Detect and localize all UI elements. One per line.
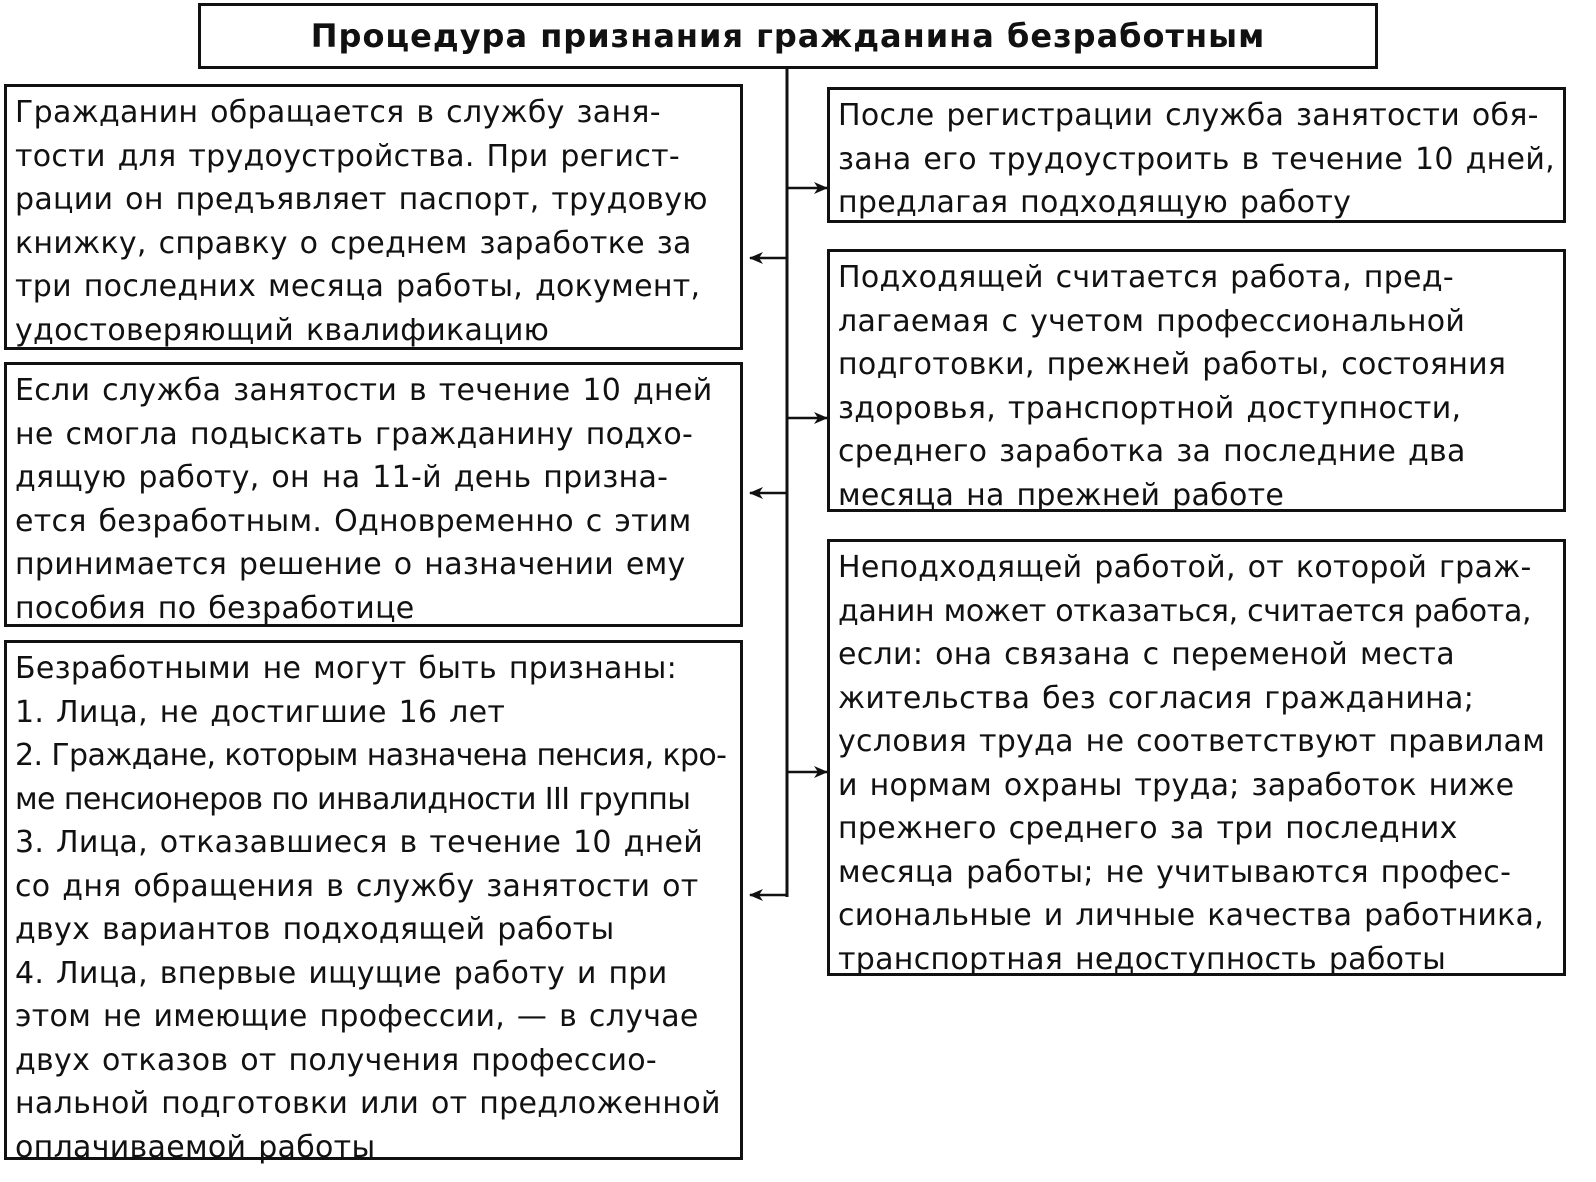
text-line: Если служба занятости в течение 10 дней: [15, 373, 713, 408]
text-line: сиональные и личные качества работника,: [838, 898, 1545, 933]
text-line: удостоверяющий квалификацию: [15, 312, 550, 348]
text-line: жительства без согласия гражданина;: [838, 680, 1475, 716]
text-line: рации он предъявляет паспорт, трудовую: [15, 182, 708, 217]
text-line: После регистрации служба занятости обя-: [838, 98, 1539, 133]
text-line: книжку, справку о среднем заработке за: [15, 225, 692, 261]
right-box-employment-obligation: [827, 87, 1566, 223]
text-line: подготовки, прежней работы, состояния: [838, 347, 1507, 382]
text-line: принимается решение о назначении ему: [15, 547, 686, 582]
text-line: прежнего среднего за три последних: [838, 811, 1458, 846]
text-line: двух отказов от получения профессио-: [15, 1042, 658, 1078]
text-line: транспортная недоступность работы: [838, 941, 1447, 977]
text-line: лагаемая с учетом профессиональной: [838, 303, 1466, 339]
text-line: ме пенсионеров по инвалидности III группы: [15, 781, 691, 817]
text-line: 2. Граждане, которым назначена пенсия, кро-: [15, 738, 727, 773]
text-line: и нормам охраны труда; заработок ниже: [838, 767, 1515, 803]
left-box-registration: [4, 84, 743, 350]
title-box: [198, 3, 1378, 69]
text-line: 4. Лица, впервые ищущие работу и при: [15, 955, 668, 991]
text-line: три последних месяца работы, документ,: [15, 269, 701, 304]
text-line: тости для трудоустройства. При регист-: [15, 138, 681, 174]
text-line: Подходящей считается работа, пред-: [838, 260, 1454, 295]
right-box-unsuitable-work: [827, 539, 1566, 976]
right-box-suitable-work: [827, 249, 1566, 512]
left-box-exclusions: [4, 640, 743, 1165]
text-line: месяца работы; не учитываются профес-: [838, 854, 1512, 890]
text-line: зана его трудоустроить в течение 10 дней,: [838, 141, 1555, 177]
text-line: среднего заработка за последние два: [838, 434, 1466, 469]
text-line: нальной подготовки или от предложенной: [15, 1086, 721, 1121]
text-line: 1. Лица, не достигшие 16 лет: [15, 694, 506, 730]
text-line: ется безработным. Одновременно с этим: [15, 503, 692, 539]
text-line: данин может отказаться, считается работа,: [838, 593, 1532, 629]
text-line: если: она связана с переменой места: [838, 637, 1455, 672]
text-line: не смогла подыскать гражданину подхо-: [15, 416, 694, 452]
text-line: пособия по безработице: [15, 590, 415, 626]
diagram-title: Процедура признания гражданина безработным: [310, 17, 1266, 55]
text-line: Безработными не могут быть признаны:: [15, 651, 678, 686]
text-line: 3. Лица, отказавшиеся в течение 10 дней: [15, 825, 704, 860]
text-line: двух вариантов подходящей работы: [15, 912, 615, 947]
text-line: Неподходящей работой, от которой граж-: [838, 550, 1532, 585]
text-line: этом не имеющие профессии, — в случае: [15, 999, 699, 1034]
text-line: оплачиваемой работы: [15, 1129, 376, 1165]
text-line: дящую работу, он на 11-й день призна-: [15, 460, 669, 495]
left-box-recognition: [4, 362, 743, 627]
text-line: со дня обращения в службу занятости от: [15, 868, 699, 904]
text-line: условия труда не соответствуют правилам: [838, 724, 1546, 759]
text-line: здоровья, транспортной доступности,: [838, 390, 1462, 426]
text-line: Гражданин обращается в службу заня-: [15, 95, 661, 130]
text-line: предлагая подходящую работу: [838, 185, 1352, 220]
text-line: месяца на прежней работе: [838, 477, 1285, 513]
